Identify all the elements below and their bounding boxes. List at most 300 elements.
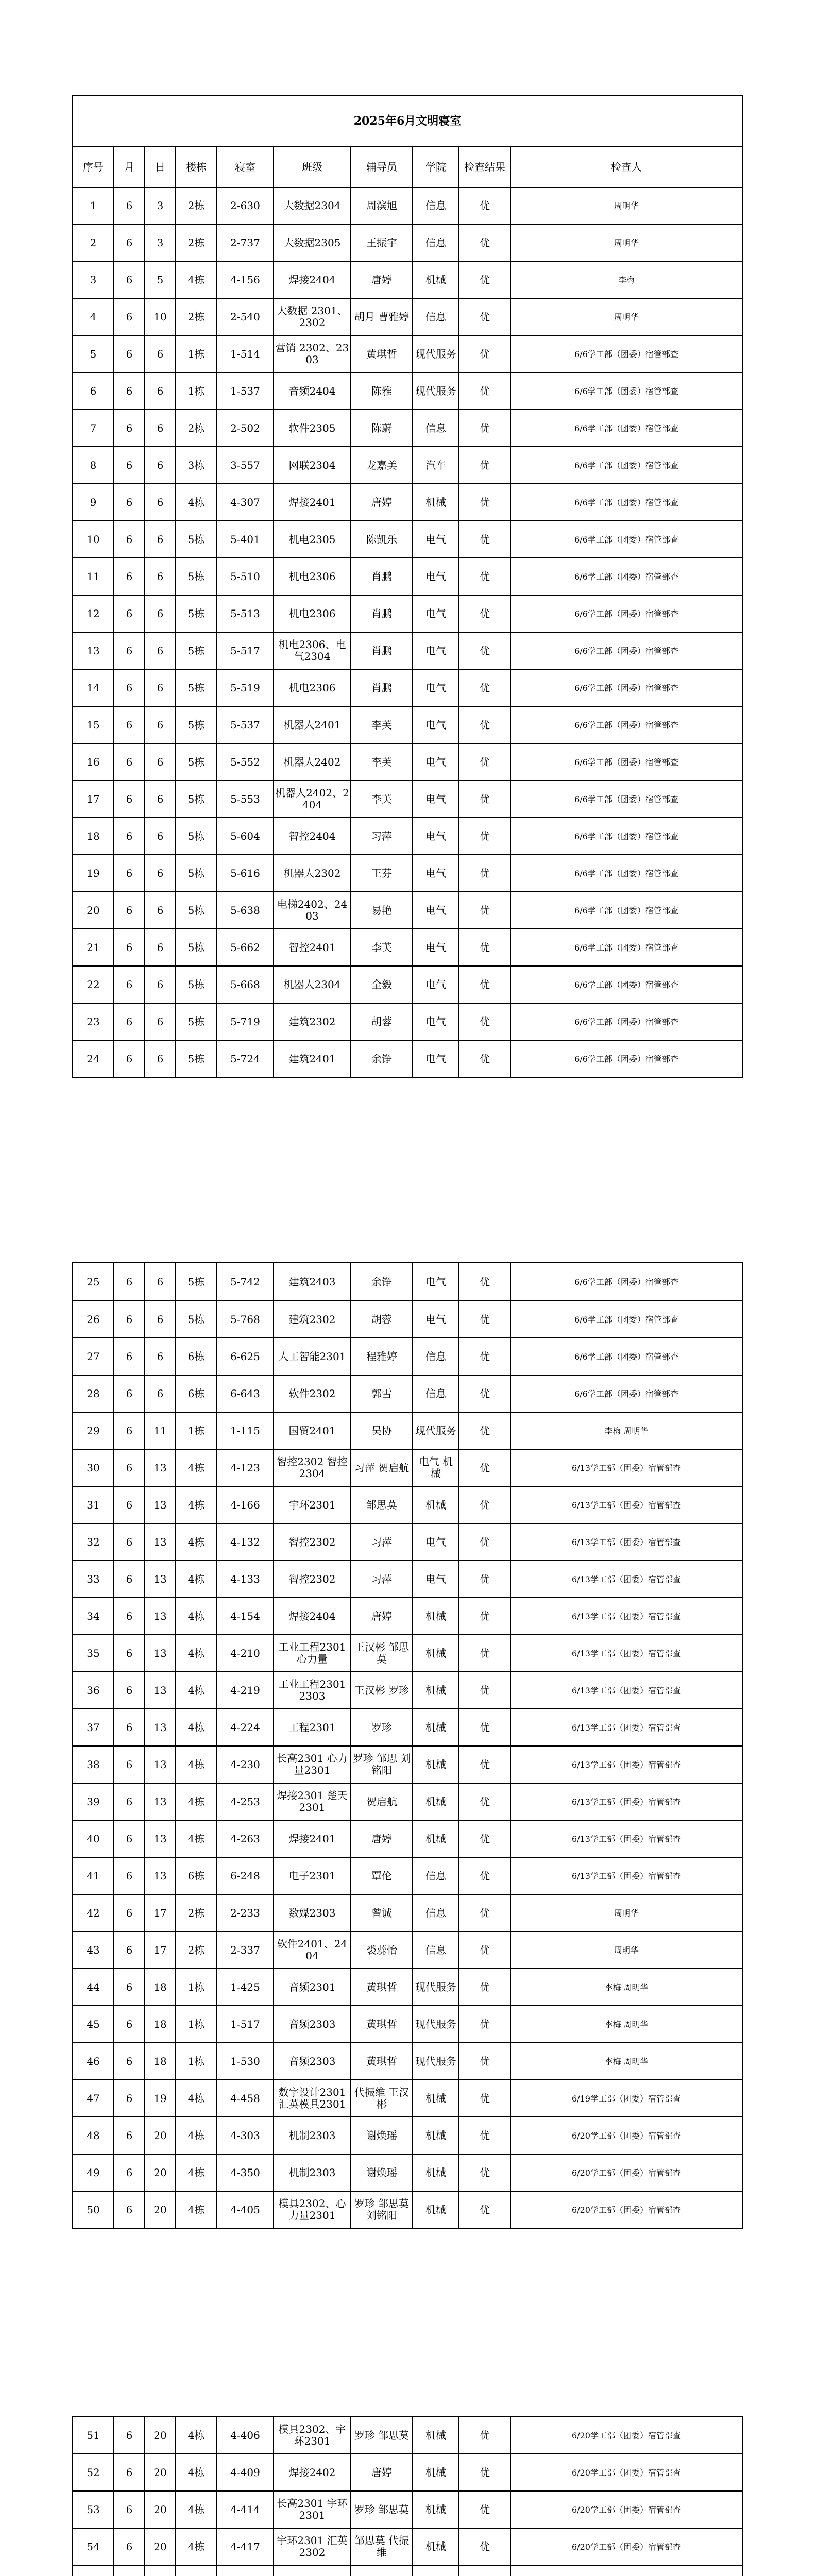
cell-month: 6	[114, 781, 145, 818]
cell-class: 智控2401	[274, 929, 351, 966]
sheet-page-2	[72, 1262, 742, 2229]
cell-college: 汽车	[413, 447, 459, 484]
cell-month: 6	[114, 1746, 145, 1783]
cell-college: 现代服务	[413, 2043, 459, 2080]
cell-counselor: 肖鹏	[351, 558, 413, 595]
cell-day: 6	[145, 372, 176, 410]
cell-result: 优	[459, 1820, 510, 1857]
cell-inspector: 6/6学工部（团委）宿管部查	[510, 855, 742, 892]
cell-inspector: 6/13学工部（团委）宿管部查	[510, 1635, 742, 1672]
cell-index: 28	[73, 1375, 114, 1412]
cell-college: 机械	[413, 2528, 459, 2565]
cell-building	[176, 2565, 217, 2576]
cell-inspector: 6/6学工部（团委）宿管部查	[510, 743, 742, 781]
cell-result: 优	[459, 855, 510, 892]
table-row	[73, 595, 742, 632]
table-row	[73, 632, 742, 669]
table-row	[73, 447, 742, 484]
cell-day: 6	[145, 1338, 176, 1375]
cell-index: 29	[73, 1412, 114, 1449]
cell-college: 机械	[413, 1783, 459, 1820]
cell-day: 6	[145, 1003, 176, 1040]
cell-class: 音频2404	[274, 372, 351, 410]
dorm-table-page-2	[72, 1262, 743, 2229]
table-row	[73, 743, 742, 781]
cell-room: 4-414	[217, 2491, 274, 2528]
table-row	[73, 224, 742, 261]
cell-index: 1	[73, 187, 114, 224]
cell-inspector: 6/13学工部（团委）宿管部查	[510, 1486, 742, 1523]
cell-building: 4栋	[176, 1523, 217, 1561]
cell-day: 6	[145, 1301, 176, 1338]
cell-room: 4-154	[217, 1598, 274, 1635]
cell-result: 优	[459, 818, 510, 855]
cell-index: 48	[73, 2117, 114, 2154]
cell-class: 机器人2402	[274, 743, 351, 781]
cell-building: 5栋	[176, 521, 217, 558]
cell-inspector: 6/20学工部（团委）宿管部查	[510, 2417, 742, 2454]
header-row	[73, 147, 742, 187]
cell-class: 机电2306	[274, 558, 351, 595]
cell-room: 5-517	[217, 632, 274, 669]
cell-month: 6	[114, 1338, 145, 1375]
cell-result: 优	[459, 1894, 510, 1931]
cell-room: 1-537	[217, 372, 274, 410]
cell-month: 6	[114, 632, 145, 669]
table-row	[73, 1635, 742, 1672]
cell-inspector: 6/6学工部（团委）宿管部查	[510, 632, 742, 669]
table-row	[73, 818, 742, 855]
cell-building: 6栋	[176, 1338, 217, 1375]
cell-class: 机器人2401	[274, 706, 351, 743]
cell-building: 5栋	[176, 706, 217, 743]
table-row	[73, 2191, 742, 2228]
cell-class: 机制2303	[274, 2154, 351, 2191]
cell-counselor: 陈雅	[351, 372, 413, 410]
cell-counselor: 余铮	[351, 1040, 413, 1077]
cell-day: 6	[145, 892, 176, 929]
cell-day: 10	[145, 298, 176, 335]
cell-month: 6	[114, 187, 145, 224]
cell-inspector: 6/6学工部（团委）宿管部查	[510, 1338, 742, 1375]
cell-month: 6	[114, 1449, 145, 1486]
cell-room: 4-133	[217, 1561, 274, 1598]
cell-inspector: 6/6学工部（团委）宿管部查	[510, 669, 742, 706]
sheet-page-1	[72, 95, 742, 1078]
cell-inspector: 周明华	[510, 1894, 742, 1931]
cell-result: 优	[459, 1003, 510, 1040]
cell-class: 营销 2302、2303	[274, 335, 351, 372]
cell-college: 电气	[413, 558, 459, 595]
cell-month: 6	[114, 2417, 145, 2454]
cell-result: 优	[459, 1561, 510, 1598]
cell-result: 优	[459, 1412, 510, 1449]
cell-college: 电气	[413, 1301, 459, 1338]
cell-college: 机械	[413, 1672, 459, 1709]
cell-index: 42	[73, 1894, 114, 1931]
cell-index: 5	[73, 335, 114, 372]
cell-counselor: 程雅婷	[351, 1338, 413, 1375]
cell-class: 机器人2304	[274, 966, 351, 1003]
cell-month: 6	[114, 892, 145, 929]
cell-building: 2栋	[176, 410, 217, 447]
cell-room: 5-513	[217, 595, 274, 632]
cell-college	[413, 2565, 459, 2576]
cell-building: 5栋	[176, 929, 217, 966]
cell-room: 1-517	[217, 2006, 274, 2043]
cell-result: 优	[459, 372, 510, 410]
table-row	[73, 261, 742, 298]
cell-result: 优	[459, 410, 510, 447]
cell-building: 5栋	[176, 1040, 217, 1077]
cell-inspector: 6/6学工部（团委）宿管部查	[510, 1003, 742, 1040]
cell-month: 6	[114, 2006, 145, 2043]
cell-inspector: 李梅	[510, 261, 742, 298]
cell-result: 优	[459, 1746, 510, 1783]
cell-day: 20	[145, 2117, 176, 2154]
cell-building: 4栋	[176, 2491, 217, 2528]
cell-inspector: 6/13学工部（团委）宿管部查	[510, 1857, 742, 1894]
cell-room: 5-537	[217, 706, 274, 743]
table-row	[73, 1523, 742, 1561]
cell-inspector: 6/6学工部（团委）宿管部查	[510, 558, 742, 595]
cell-month: 6	[114, 855, 145, 892]
cell-index: 43	[73, 1931, 114, 1969]
table-row	[73, 484, 742, 521]
cell-result: 优	[459, 484, 510, 521]
cell-day: 6	[145, 595, 176, 632]
cell-college: 现代服务	[413, 372, 459, 410]
cell-building: 4栋	[176, 2154, 217, 2191]
cell-month: 6	[114, 669, 145, 706]
table-row	[73, 2006, 742, 2043]
cell-room: 4-417	[217, 2528, 274, 2565]
cell-class: 数字设计2301 汇英模具2301	[274, 2080, 351, 2117]
table-row	[73, 1412, 742, 1449]
cell-day: 6	[145, 1040, 176, 1077]
cell-index: 10	[73, 521, 114, 558]
cell-building: 4栋	[176, 1486, 217, 1523]
cell-class: 工业工程2301 2303	[274, 1672, 351, 1709]
cell-day: 13	[145, 1486, 176, 1523]
cell-building: 4栋	[176, 2080, 217, 2117]
cell-month: 6	[114, 558, 145, 595]
cell-building: 5栋	[176, 595, 217, 632]
cell-month: 6	[114, 1672, 145, 1709]
cell-room: 3-557	[217, 447, 274, 484]
table-row	[73, 1783, 742, 1820]
cell-room: 4-123	[217, 1449, 274, 1486]
cell-inspector: 6/6学工部（团委）宿管部查	[510, 335, 742, 372]
cell-counselor: 胡月 曹雅婷	[351, 298, 413, 335]
cell-class: 长高2301 宇环2301	[274, 2491, 351, 2528]
cell-day: 13	[145, 1783, 176, 1820]
cell-college: 机械	[413, 2454, 459, 2491]
cell-building: 1栋	[176, 335, 217, 372]
table-row	[73, 298, 742, 335]
cell-class: 建筑2302	[274, 1003, 351, 1040]
cell-college: 机械	[413, 2191, 459, 2228]
cell-inspector: 李梅 周明华	[510, 1969, 742, 2006]
cell-inspector: 6/6学工部（团委）宿管部查	[510, 521, 742, 558]
table-row	[73, 1969, 742, 2006]
table-row	[73, 1561, 742, 1598]
cell-college: 电气	[413, 1561, 459, 1598]
cell-index: 49	[73, 2154, 114, 2191]
cell-room: 4-166	[217, 1486, 274, 1523]
cell-college: 信息	[413, 1338, 459, 1375]
cell-building: 2栋	[176, 224, 217, 261]
cell-building: 2栋	[176, 298, 217, 335]
table-row	[73, 1931, 742, 1969]
cell-building: 6栋	[176, 1375, 217, 1412]
cell-inspector: 6/6学工部（团委）宿管部查	[510, 781, 742, 818]
cell-index: 18	[73, 818, 114, 855]
cell-class: 电梯2402、2403	[274, 892, 351, 929]
cell-counselor: 李芙	[351, 706, 413, 743]
cell-month: 6	[114, 521, 145, 558]
cell-class: 机电2306、电气2304	[274, 632, 351, 669]
table-row	[73, 1820, 742, 1857]
table-row	[73, 2491, 742, 2528]
cell-inspector: 6/6学工部（团委）宿管部查	[510, 818, 742, 855]
cell-room: 5-768	[217, 1301, 274, 1338]
cell-month: 6	[114, 1931, 145, 1969]
cell-index: 47	[73, 2080, 114, 2117]
cell-class: 机器人2402、2404	[274, 781, 351, 818]
cell-month: 6	[114, 224, 145, 261]
cell-counselor: 王振宇	[351, 224, 413, 261]
cell-class: 智控2302	[274, 1523, 351, 1561]
table-row	[73, 187, 742, 224]
cell-inspector: 6/13学工部（团委）宿管部查	[510, 1672, 742, 1709]
cell-month: 6	[114, 447, 145, 484]
cell-college: 现代服务	[413, 335, 459, 372]
cell-building: 2栋	[176, 1931, 217, 1969]
cell-room: 4-156	[217, 261, 274, 298]
table-row	[73, 1672, 742, 1709]
cell-counselor: 吴协	[351, 1412, 413, 1449]
cell-room: 2-502	[217, 410, 274, 447]
cell-inspector: 6/6学工部（团委）宿管部查	[510, 1375, 742, 1412]
cell-day: 17	[145, 1931, 176, 1969]
cell-index: 21	[73, 929, 114, 966]
table-title: 2025年6月文明寝室	[73, 95, 742, 147]
cell-counselor: 周滨旭	[351, 187, 413, 224]
cell-day	[145, 2565, 176, 2576]
cell-inspector: 6/13学工部（团委）宿管部查	[510, 1820, 742, 1857]
table-row	[73, 1263, 742, 1301]
cell-day: 6	[145, 335, 176, 372]
cell-counselor: 黄琪哲	[351, 335, 413, 372]
cell-class: 大数据 2301、2302	[274, 298, 351, 335]
dorm-table-page-3	[72, 2416, 743, 2576]
cell-class: 软件2302	[274, 1375, 351, 1412]
cell-room: 4-458	[217, 2080, 274, 2117]
cell-building: 1栋	[176, 1969, 217, 2006]
cell-day: 6	[145, 410, 176, 447]
cell-counselor: 郭雪	[351, 1375, 413, 1412]
cell-index: 40	[73, 1820, 114, 1857]
cell-building: 3栋	[176, 447, 217, 484]
cell-index: 38	[73, 1746, 114, 1783]
cell-day: 6	[145, 632, 176, 669]
cell-college: 机械	[413, 1635, 459, 1672]
cell-month: 6	[114, 1375, 145, 1412]
cell-room: 4-263	[217, 1820, 274, 1857]
cell-inspector: 李梅 周明华	[510, 2043, 742, 2080]
cell-result: 优	[459, 298, 510, 335]
cell-college: 机械	[413, 1598, 459, 1635]
cell-month: 6	[114, 1040, 145, 1077]
cell-counselor: 龙嘉美	[351, 447, 413, 484]
cell-result: 优	[459, 558, 510, 595]
cell-month: 6	[114, 929, 145, 966]
cell-class: 宇环2301	[274, 1486, 351, 1523]
cell-result: 优	[459, 781, 510, 818]
cell-index: 12	[73, 595, 114, 632]
cell-college: 机械	[413, 261, 459, 298]
cell-counselor: 谢焕瑶	[351, 2117, 413, 2154]
cell-inspector: 6/20学工部（团委）宿管部查	[510, 2191, 742, 2228]
cell-inspector: 6/6学工部（团委）宿管部查	[510, 929, 742, 966]
cell-building: 5栋	[176, 558, 217, 595]
cell-day: 17	[145, 1894, 176, 1931]
cell-inspector: 6/13学工部（团委）宿管部查	[510, 1523, 742, 1561]
cell-day: 20	[145, 2491, 176, 2528]
cell-college: 现代服务	[413, 2006, 459, 2043]
cell-month: 6	[114, 1857, 145, 1894]
cell-room: 5-638	[217, 892, 274, 929]
cell-building: 1栋	[176, 372, 217, 410]
cell-class: 工业工程2301 心力量	[274, 1635, 351, 1672]
cell-room: 2-233	[217, 1894, 274, 1931]
table-row	[73, 1894, 742, 1931]
cell-building: 4栋	[176, 2528, 217, 2565]
cell-building: 6栋	[176, 1857, 217, 1894]
cell-month: 6	[114, 1820, 145, 1857]
cell-college: 机械	[413, 1709, 459, 1746]
cell-day: 6	[145, 818, 176, 855]
cell-index: 14	[73, 669, 114, 706]
cell-college: 电气	[413, 595, 459, 632]
header-result: 检查结果	[459, 147, 510, 187]
cell-month: 6	[114, 1003, 145, 1040]
cell-inspector: 6/6学工部（团委）宿管部查	[510, 410, 742, 447]
cell-room: 4-253	[217, 1783, 274, 1820]
cell-result: 优	[459, 1857, 510, 1894]
cell-room: 4-409	[217, 2454, 274, 2491]
cell-counselor: 唐婷	[351, 261, 413, 298]
cell-building: 5栋	[176, 1003, 217, 1040]
cell-result: 优	[459, 335, 510, 372]
cell-room: 2-337	[217, 1931, 274, 1969]
cell-class: 模具2302、心力量2301	[274, 2191, 351, 2228]
cell-index: 19	[73, 855, 114, 892]
cell-index: 27	[73, 1338, 114, 1375]
cell-room: 2-540	[217, 298, 274, 335]
cell-room: 4-224	[217, 1709, 274, 1746]
cell-month: 6	[114, 335, 145, 372]
cell-room: 4-219	[217, 1672, 274, 1709]
cell-result: 优	[459, 2417, 510, 2454]
cell-college: 电气	[413, 743, 459, 781]
cell-day: 5	[145, 261, 176, 298]
cell-inspector: 6/6学工部（团委）宿管部查	[510, 706, 742, 743]
cell-index: 41	[73, 1857, 114, 1894]
cell-college: 电气	[413, 1040, 459, 1077]
cell-class: 焊接2401	[274, 1820, 351, 1857]
cell-result: 优	[459, 2528, 510, 2565]
cell-building: 2栋	[176, 1894, 217, 1931]
table-row	[73, 558, 742, 595]
cell-inspector: 周明华	[510, 187, 742, 224]
cell-index: 3	[73, 261, 114, 298]
cell-building: 4栋	[176, 1820, 217, 1857]
cell-day: 6	[145, 669, 176, 706]
cell-room: 4-230	[217, 1746, 274, 1783]
cell-counselor: 代振维 王汉彬	[351, 2080, 413, 2117]
cell-class: 大数据2305	[274, 224, 351, 261]
cell-college: 信息	[413, 1375, 459, 1412]
cell-inspector: 6/13学工部（团委）宿管部查	[510, 1746, 742, 1783]
cell-result: 优	[459, 1709, 510, 1746]
header-counselor: 辅导员	[351, 147, 413, 187]
cell-room: 5-662	[217, 929, 274, 966]
cell-day: 19	[145, 2080, 176, 2117]
cell-counselor: 王汉彬 罗珍	[351, 1672, 413, 1709]
cell-college: 信息	[413, 187, 459, 224]
cell-counselor: 肖鹏	[351, 595, 413, 632]
cell-day: 13	[145, 1709, 176, 1746]
cell-room: 4-406	[217, 2417, 274, 2454]
cell-college: 信息	[413, 1894, 459, 1931]
cell-day: 6	[145, 447, 176, 484]
cell-index: 17	[73, 781, 114, 818]
cell-result: 优	[459, 669, 510, 706]
cell-result: 优	[459, 1672, 510, 1709]
cell-building: 4栋	[176, 2117, 217, 2154]
cell-month: 6	[114, 2043, 145, 2080]
cell-class: 长高2301 心力量2301	[274, 1746, 351, 1783]
dorm-table-page-1	[72, 95, 743, 1078]
cell-index: 53	[73, 2491, 114, 2528]
cell-result: 优	[459, 1635, 510, 1672]
cell-index: 11	[73, 558, 114, 595]
cell-counselor: 唐婷	[351, 2454, 413, 2491]
cell-building: 4栋	[176, 1635, 217, 1672]
cell-index: 50	[73, 2191, 114, 2228]
cell-counselor: 习萍	[351, 1523, 413, 1561]
cell-month: 6	[114, 2528, 145, 2565]
cell-result: 优	[459, 521, 510, 558]
cell-college: 电气	[413, 929, 459, 966]
table-row	[73, 1338, 742, 1375]
cell-college: 电气	[413, 1003, 459, 1040]
cell-day: 6	[145, 558, 176, 595]
cell-month: 6	[114, 2080, 145, 2117]
cell-room: 5-724	[217, 1040, 274, 1077]
cell-room: 1-115	[217, 1412, 274, 1449]
table-row	[73, 1301, 742, 1338]
cell-building: 4栋	[176, 1672, 217, 1709]
cell-result: 优	[459, 632, 510, 669]
cell-building: 4栋	[176, 1561, 217, 1598]
cell-room: 1-514	[217, 335, 274, 372]
cell-class: 软件2305	[274, 410, 351, 447]
cell-class: 焊接2404	[274, 1598, 351, 1635]
header-index: 序号	[73, 147, 114, 187]
